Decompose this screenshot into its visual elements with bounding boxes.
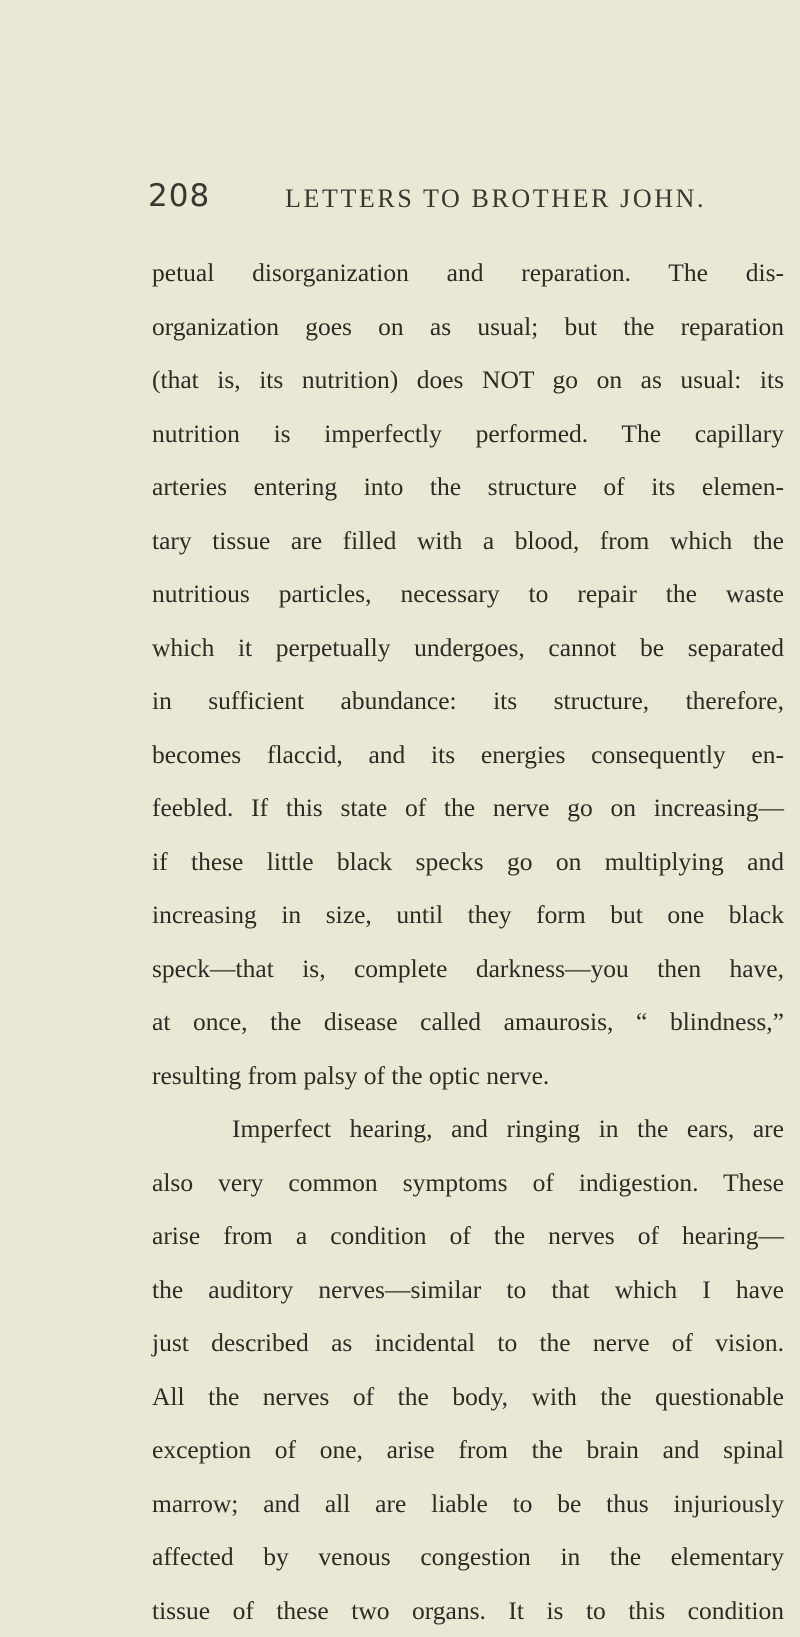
text-line: if these little black specks go on multiplying and	[152, 835, 784, 889]
body-text	[152, 246, 784, 1637]
text-line: tissue of these two organs. It is to this condition	[152, 1584, 784, 1637]
text-line: also very common symptoms of indigestion. These	[152, 1156, 784, 1210]
text-line: nutrition is imperfectly performed. The capillary	[152, 407, 784, 461]
text-line: becomes flaccid, and its energies consequently en-	[152, 728, 784, 782]
text-line: increasing in size, until they form but one black	[152, 888, 784, 942]
text-line: arteries entering into the structure of its elemen-	[152, 460, 784, 514]
running-head-title: LETTERS TO BROTHER JOHN.	[285, 184, 706, 214]
text-line: Imperfect hearing, and ringing in the ears, are	[152, 1102, 784, 1156]
text-line: nutritious particles, necessary to repair the waste	[152, 567, 784, 621]
running-head	[148, 178, 788, 228]
text-line: (that is, its nutrition) does NOT go on as usual: its	[152, 353, 784, 407]
page-number: 208	[148, 178, 210, 214]
text-line: which it perpetually undergoes, cannot be separated	[152, 621, 784, 675]
text-line: exception of one, arise from the brain and spinal	[152, 1423, 784, 1477]
text-line: in sufficient abundance: its structure, therefore,	[152, 674, 784, 728]
text-line: tary tissue are filled with a blood, from which the	[152, 514, 784, 568]
text-line: at once, the disease called amaurosis, “ blindness,”	[152, 995, 784, 1049]
text-line: resulting from palsy of the optic nerve.	[152, 1049, 784, 1103]
text-line: All the nerves of the body, with the questionable	[152, 1370, 784, 1424]
text-line: petual disorganization and reparation. The dis-	[152, 246, 784, 300]
text-line: the auditory nerves—similar to that which I have	[152, 1263, 784, 1317]
text-line: arise from a condition of the nerves of hearing—	[152, 1209, 784, 1263]
text-line: marrow; and all are liable to be thus injuriously	[152, 1477, 784, 1531]
text-line: feebled. If this state of the nerve go on increasing—	[152, 781, 784, 835]
text-line: organization goes on as usual; but the reparation	[152, 300, 784, 354]
text-line: just described as incidental to the nerve of vision.	[152, 1316, 784, 1370]
text-line: affected by venous congestion in the elementary	[152, 1530, 784, 1584]
text-line: speck—that is, complete darkness—you then have,	[152, 942, 784, 996]
